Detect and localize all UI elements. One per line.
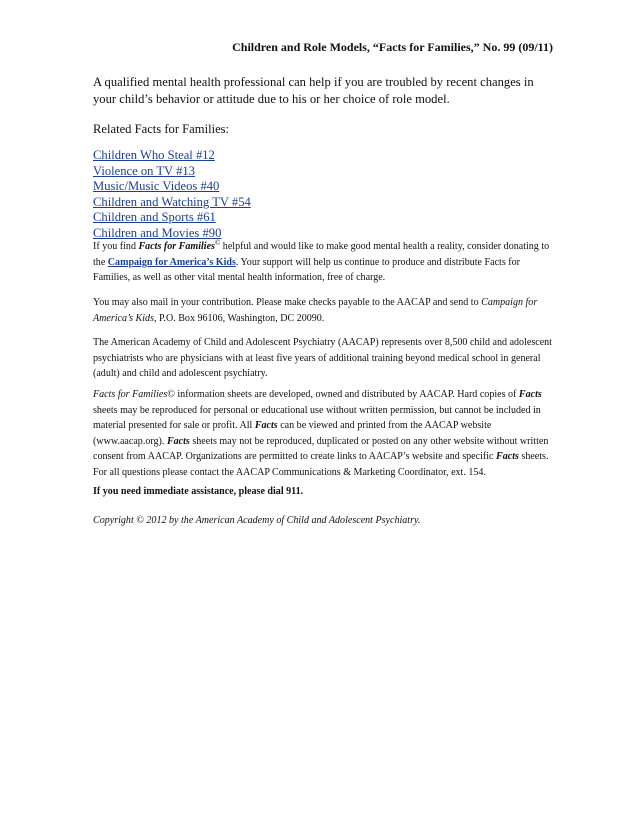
info-text: can be viewed and printed from the AACAP website (www.aacap.org). — [93, 420, 492, 447]
copyright-notice: Copyright © 2012 by the American Academy of Child and Adolescent Psychiatry. — [93, 515, 421, 526]
facts-term: Facts — [496, 451, 519, 463]
info-text: sheets may be reproduced for personal or educational use without written permission, but cannot be included in material presented for sale or profit. All — [93, 404, 541, 432]
facts-for-families-title: Facts for Families — [138, 241, 215, 252]
list-item — [93, 195, 251, 211]
about-paragraph: The American Academy of Child and Adolescent Psychiatry (AACAP) represents over 8,500 child and adolescent psychiatrists who are physicians with at least five years of additional training beyond medical school in general (adult) and child and adolescent psychiatry. — [93, 337, 552, 380]
facts-term: Facts — [166, 435, 190, 447]
mail-paragraph — [93, 295, 553, 326]
intro-paragraph: A qualified mental health professional can help if you are troubled by recent changes in your child’s behavior or attitude due to his or her choice of role model. — [93, 75, 534, 106]
emergency-notice: If you need immediate assistance, please dial 911. — [93, 486, 304, 497]
info-paragraph — [93, 387, 553, 481]
campaign-name: Campaign for America’s Kids — [93, 297, 538, 324]
related-link-children-who-steal[interactable]: Children Who Steal #12 — [93, 148, 215, 162]
facts-term: Facts — [518, 389, 542, 400]
page-header-title: Children and Role Models, “Facts for Families,” No. 99 (09/11) — [232, 40, 553, 54]
info-text: sheets. For all questions please contact the AACAP Communications & Marketing Coordinator, ext. 154. — [93, 451, 549, 478]
list-item — [93, 179, 251, 195]
facts-for-families-title: Facts for Families — [93, 389, 168, 400]
related-link-violence-on-tv[interactable]: Violence on TV #13 — [93, 163, 195, 178]
related-link-sports[interactable]: Children and Sports #61 — [93, 210, 216, 224]
donate-suffix: . Your support will help us continue to produce and distribute Facts for Families, as well as other vital mental health information, free of charge. — [93, 256, 520, 284]
list-item — [93, 148, 251, 164]
campaign-link[interactable]: Campaign for America’s Kids — [107, 256, 236, 268]
mail-address: , P.O. Box 96106, Washington, DC 20090. — [153, 312, 325, 324]
related-link-movies[interactable]: Children and Movies #90 — [93, 225, 222, 240]
donate-prefix: If you find — [93, 241, 139, 252]
related-link-music-videos[interactable]: Music/Music Videos #40 — [93, 179, 220, 193]
related-facts-heading: Related Facts for Families: — [93, 122, 230, 136]
info-text: © information sheets are developed, owned and distributed by AACAP. Hard copies of — [167, 389, 519, 400]
info-text: sheets may not be reproduced, duplicated or posted on any other website without written consent from AACAP. Organizations are permitted to create links to AACAP’s website and specific — [93, 435, 549, 463]
list-item — [93, 164, 251, 180]
mail-prefix: You may also mail in your contribution. Please make checks payable to the AACAP and send to — [93, 297, 482, 308]
copyright-mark: © — [214, 239, 221, 247]
donate-middle: helpful and would like to make good mental health a reality, consider donating to the — [93, 241, 550, 268]
facts-term: Facts — [254, 420, 278, 432]
list-item — [93, 210, 251, 226]
related-link-watching-tv[interactable]: Children and Watching TV #54 — [93, 194, 251, 209]
donate-paragraph — [93, 239, 553, 286]
related-facts-list — [93, 148, 251, 241]
